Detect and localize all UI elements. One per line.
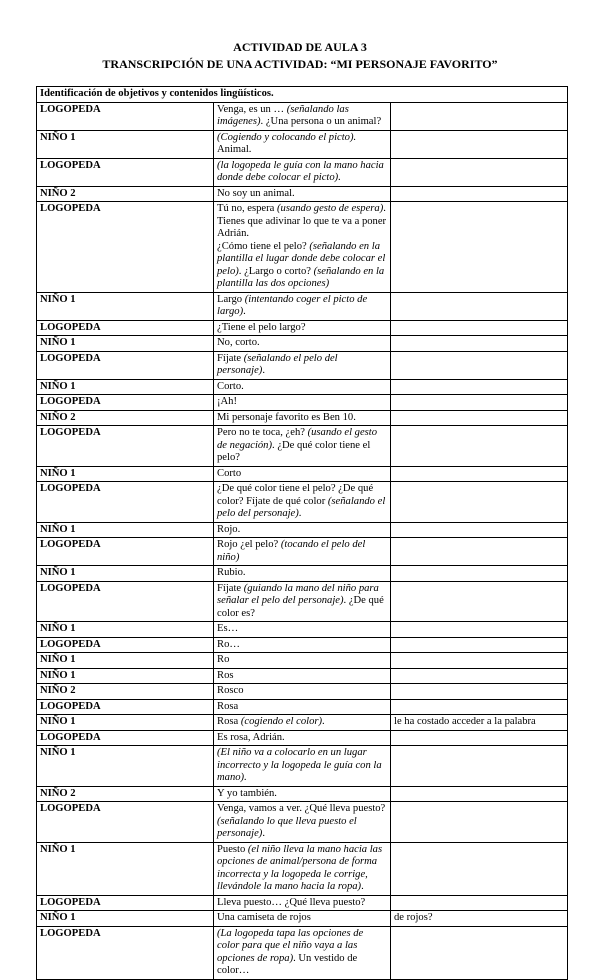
- speaker-cell: NIÑO 2: [37, 684, 214, 700]
- utterance-cell: Es rosa, Adrián.: [214, 730, 391, 746]
- action-annotation: (La logopeda tapa las opciones de color para que el niño vaya a las opciones de ropa): [217, 927, 364, 964]
- speaker-cell: NIÑO 1: [37, 653, 214, 669]
- action-annotation: (guiando la mano del niño para señalar el pelo del personaje): [217, 582, 379, 606]
- utterance-cell: No soy un animal.: [214, 186, 391, 202]
- speaker-cell: LOGOPEDA: [37, 730, 214, 746]
- action-annotation: (El niño va a colocarlo en un lugar incorrecto y la logopeda le guía con la mano).: [217, 747, 382, 783]
- note-cell: de rojos?: [391, 911, 568, 927]
- note-cell: [391, 202, 568, 293]
- speaker-cell: NIÑO 1: [37, 746, 214, 787]
- note-cell: [391, 566, 568, 582]
- utterance-cell: No, corto.: [214, 336, 391, 352]
- table-row: [37, 466, 568, 482]
- note-cell: [391, 895, 568, 911]
- utterance-cell: Fíjate (guiando la mano del niño para señalar el pelo del personaje). ¿De qué color es?: [214, 581, 391, 622]
- speaker-cell: LOGOPEDA: [37, 802, 214, 843]
- utterance-cell: (Cogiendo y colocando el picto). Animal.: [214, 130, 391, 158]
- note-cell: [391, 699, 568, 715]
- utterance-cell: [214, 746, 391, 787]
- action-annotation: (señalando las imágenes): [217, 103, 349, 127]
- note-cell: [391, 730, 568, 746]
- table-row: [37, 566, 568, 582]
- speaker-cell: NIÑO 1: [37, 566, 214, 582]
- speaker-cell: NIÑO 1: [37, 668, 214, 684]
- note-cell: [391, 379, 568, 395]
- table-row: [37, 746, 568, 787]
- speaker-cell: LOGOPEDA: [37, 581, 214, 622]
- note-cell: [391, 351, 568, 379]
- speaker-cell: LOGOPEDA: [37, 102, 214, 130]
- action-annotation: (señalando el pelo del personaje): [217, 352, 338, 376]
- utterance-cell: Fíjate (señalando el pelo del personaje).: [214, 351, 391, 379]
- note-cell: [391, 130, 568, 158]
- table-row: [37, 482, 568, 523]
- utterance-cell: Es…: [214, 622, 391, 638]
- utterance-cell: Ros: [214, 668, 391, 684]
- speaker-cell: LOGOPEDA: [37, 482, 214, 523]
- utterance-cell: Rosa (cogiendo el color).: [214, 715, 391, 731]
- utterance-cell: ¿De qué color tiene el pelo? ¿De qué color? Fíjate de qué color (señalando el pelo del personaje).: [214, 482, 391, 523]
- utterance-cell: ¿Tiene el pelo largo?: [214, 320, 391, 336]
- speaker-cell: LOGOPEDA: [37, 426, 214, 467]
- table-row: [37, 668, 568, 684]
- note-cell: [391, 538, 568, 566]
- utterance-cell: Rubio.: [214, 566, 391, 582]
- action-annotation: (señalando en la plantilla las dos opciones): [217, 265, 385, 289]
- utterance-cell: Ro: [214, 653, 391, 669]
- speaker-cell: LOGOPEDA: [37, 637, 214, 653]
- note-cell: [391, 786, 568, 802]
- document-subtitle: TRANSCRIPCIÓN DE UNA ACTIVIDAD: “MI PERSONAJE FAVORITO”: [102, 57, 498, 71]
- speaker-cell: NIÑO 2: [37, 786, 214, 802]
- table-row: [37, 336, 568, 352]
- utterance-cell: Corto: [214, 466, 391, 482]
- document-title: ACTIVIDAD DE AULA 3: [233, 40, 367, 54]
- utterance-cell: ¡Ah!: [214, 395, 391, 411]
- table-row: [37, 802, 568, 843]
- speaker-cell: LOGOPEDA: [37, 202, 214, 293]
- action-annotation: (el niño lleva la mano hacia las opciones de animal/persona de forma incorrecta y la logopeda le corrige, llevándole la mano hacia la ropa): [217, 843, 383, 892]
- utterance-cell: Y yo también.: [214, 786, 391, 802]
- table-row: [37, 410, 568, 426]
- table-row: [37, 130, 568, 158]
- note-cell: [391, 395, 568, 411]
- speaker-cell: LOGOPEDA: [37, 351, 214, 379]
- table-row: [37, 379, 568, 395]
- speaker-cell: LOGOPEDA: [37, 320, 214, 336]
- note-cell: [391, 842, 568, 895]
- note-cell: [391, 684, 568, 700]
- action-annotation: (usando el gesto de negación): [217, 427, 378, 451]
- table-row: [37, 911, 568, 927]
- note-cell: [391, 637, 568, 653]
- table-row: [37, 158, 568, 186]
- utterance-cell: [214, 158, 391, 186]
- speaker-cell: NIÑO 1: [37, 466, 214, 482]
- utterance-cell: Rosa: [214, 699, 391, 715]
- table-row: [37, 186, 568, 202]
- utterance-cell: Una camiseta de rojos: [214, 911, 391, 927]
- note-cell: [391, 653, 568, 669]
- table-row: [37, 351, 568, 379]
- table-row: [37, 699, 568, 715]
- utterance-cell: Pero no te toca, ¿eh? (usando el gesto de negación). ¿De qué color tiene el pelo?: [214, 426, 391, 467]
- transcript-body: [37, 87, 568, 980]
- note-cell: [391, 102, 568, 130]
- table-header: Identificación de objetivos y contenidos lingüísticos.: [37, 87, 568, 103]
- speaker-cell: NIÑO 1: [37, 292, 214, 320]
- table-row: [37, 292, 568, 320]
- action-annotation: (Cogiendo y colocando el picto).: [217, 131, 357, 143]
- table-row: [37, 684, 568, 700]
- utterance-cell: Largo (intentando coger el picto de largo).: [214, 292, 391, 320]
- table-row: [37, 320, 568, 336]
- note-cell: le ha costado acceder a la palabra: [391, 715, 568, 731]
- table-row: [37, 637, 568, 653]
- note-cell: [391, 746, 568, 787]
- note-cell: [391, 320, 568, 336]
- table-row: [37, 895, 568, 911]
- table-row: [37, 842, 568, 895]
- utterance-cell: Rosco: [214, 684, 391, 700]
- utterance-cell: Rojo.: [214, 522, 391, 538]
- note-cell: [391, 466, 568, 482]
- speaker-cell: LOGOPEDA: [37, 395, 214, 411]
- table-row: [37, 522, 568, 538]
- speaker-cell: NIÑO 2: [37, 410, 214, 426]
- speaker-cell: LOGOPEDA: [37, 538, 214, 566]
- action-annotation: (usando gesto de espera): [277, 203, 384, 214]
- note-cell: [391, 522, 568, 538]
- table-header-row: [37, 87, 568, 103]
- table-row: [37, 715, 568, 731]
- table-row: [37, 926, 568, 979]
- action-annotation: (tocando el pelo del niño): [217, 539, 366, 563]
- note-cell: [391, 482, 568, 523]
- note-cell: [391, 426, 568, 467]
- speaker-cell: LOGOPEDA: [37, 158, 214, 186]
- speaker-cell: NIÑO 1: [37, 379, 214, 395]
- speaker-cell: LOGOPEDA: [37, 699, 214, 715]
- action-annotation: (la logopeda le guía con la mano hacia donde debe colocar el picto).: [217, 159, 384, 183]
- speaker-cell: NIÑO 1: [37, 715, 214, 731]
- action-annotation: (señalando lo que lleva puesto el personaje): [217, 815, 357, 839]
- note-cell: [391, 410, 568, 426]
- table-row: [37, 395, 568, 411]
- action-annotation: (cogiendo el color): [240, 716, 323, 727]
- speaker-cell: NIÑO 1: [37, 842, 214, 895]
- table-row: [37, 622, 568, 638]
- utterance-cell: Ro…: [214, 637, 391, 653]
- utterance-cell: (La logopeda tapa las opciones de color para que el niño vaya a las opciones de ropa). Un vestido de color…: [214, 926, 391, 979]
- note-cell: [391, 158, 568, 186]
- action-annotation: (señalando el pelo del personaje): [217, 495, 386, 519]
- table-row: [37, 786, 568, 802]
- speaker-cell: LOGOPEDA: [37, 895, 214, 911]
- table-row: [37, 730, 568, 746]
- utterance-cell: Tú no, espera (usando gesto de espera). Tienes que adivinar lo que te va a poner Adrián. ¿Cómo tiene el pelo? (señalando en la plantilla el lugar donde debe colocar el pelo). ¿Largo o corto? (señalando en la plantilla las dos opciones): [214, 202, 391, 293]
- note-cell: [391, 186, 568, 202]
- note-cell: [391, 622, 568, 638]
- utterance-cell: Lleva puesto… ¿Qué lleva puesto?: [214, 895, 391, 911]
- table-row: [37, 202, 568, 293]
- utterance-cell: Rojo ¿el pelo? (tocando el pelo del niño): [214, 538, 391, 566]
- note-cell: [391, 336, 568, 352]
- table-row: [37, 538, 568, 566]
- speaker-cell: NIÑO 1: [37, 622, 214, 638]
- table-row: [37, 653, 568, 669]
- action-annotation: (intentando coger el picto de largo): [217, 293, 368, 317]
- speaker-cell: NIÑO 1: [37, 522, 214, 538]
- transcript-table: [36, 86, 568, 980]
- utterance-cell: Venga, es un … (señalando las imágenes). ¿Una persona o un animal?: [214, 102, 391, 130]
- utterance-cell: Corto.: [214, 379, 391, 395]
- utterance-cell: Venga, vamos a ver. ¿Qué lleva puesto? (señalando lo que lleva puesto el personaje).: [214, 802, 391, 843]
- note-cell: [391, 581, 568, 622]
- utterance-cell: Puesto (el niño lleva la mano hacia las opciones de animal/persona de forma incorrecta y la logopeda le corrige, llevándole la mano hacia la ropa).: [214, 842, 391, 895]
- action-annotation: (señalando en la plantilla el lugar donde debe colocar el pelo): [217, 240, 386, 277]
- table-row: [37, 102, 568, 130]
- table-row: [37, 581, 568, 622]
- note-cell: [391, 926, 568, 979]
- speaker-cell: NIÑO 1: [37, 336, 214, 352]
- table-row: [37, 426, 568, 467]
- note-cell: [391, 802, 568, 843]
- note-cell: [391, 292, 568, 320]
- speaker-cell: NIÑO 2: [37, 186, 214, 202]
- speaker-cell: NIÑO 1: [37, 130, 214, 158]
- utterance-cell: Mi personaje favorito es Ben 10.: [214, 410, 391, 426]
- note-cell: [391, 668, 568, 684]
- speaker-cell: LOGOPEDA: [37, 926, 214, 979]
- speaker-cell: NIÑO 1: [37, 911, 214, 927]
